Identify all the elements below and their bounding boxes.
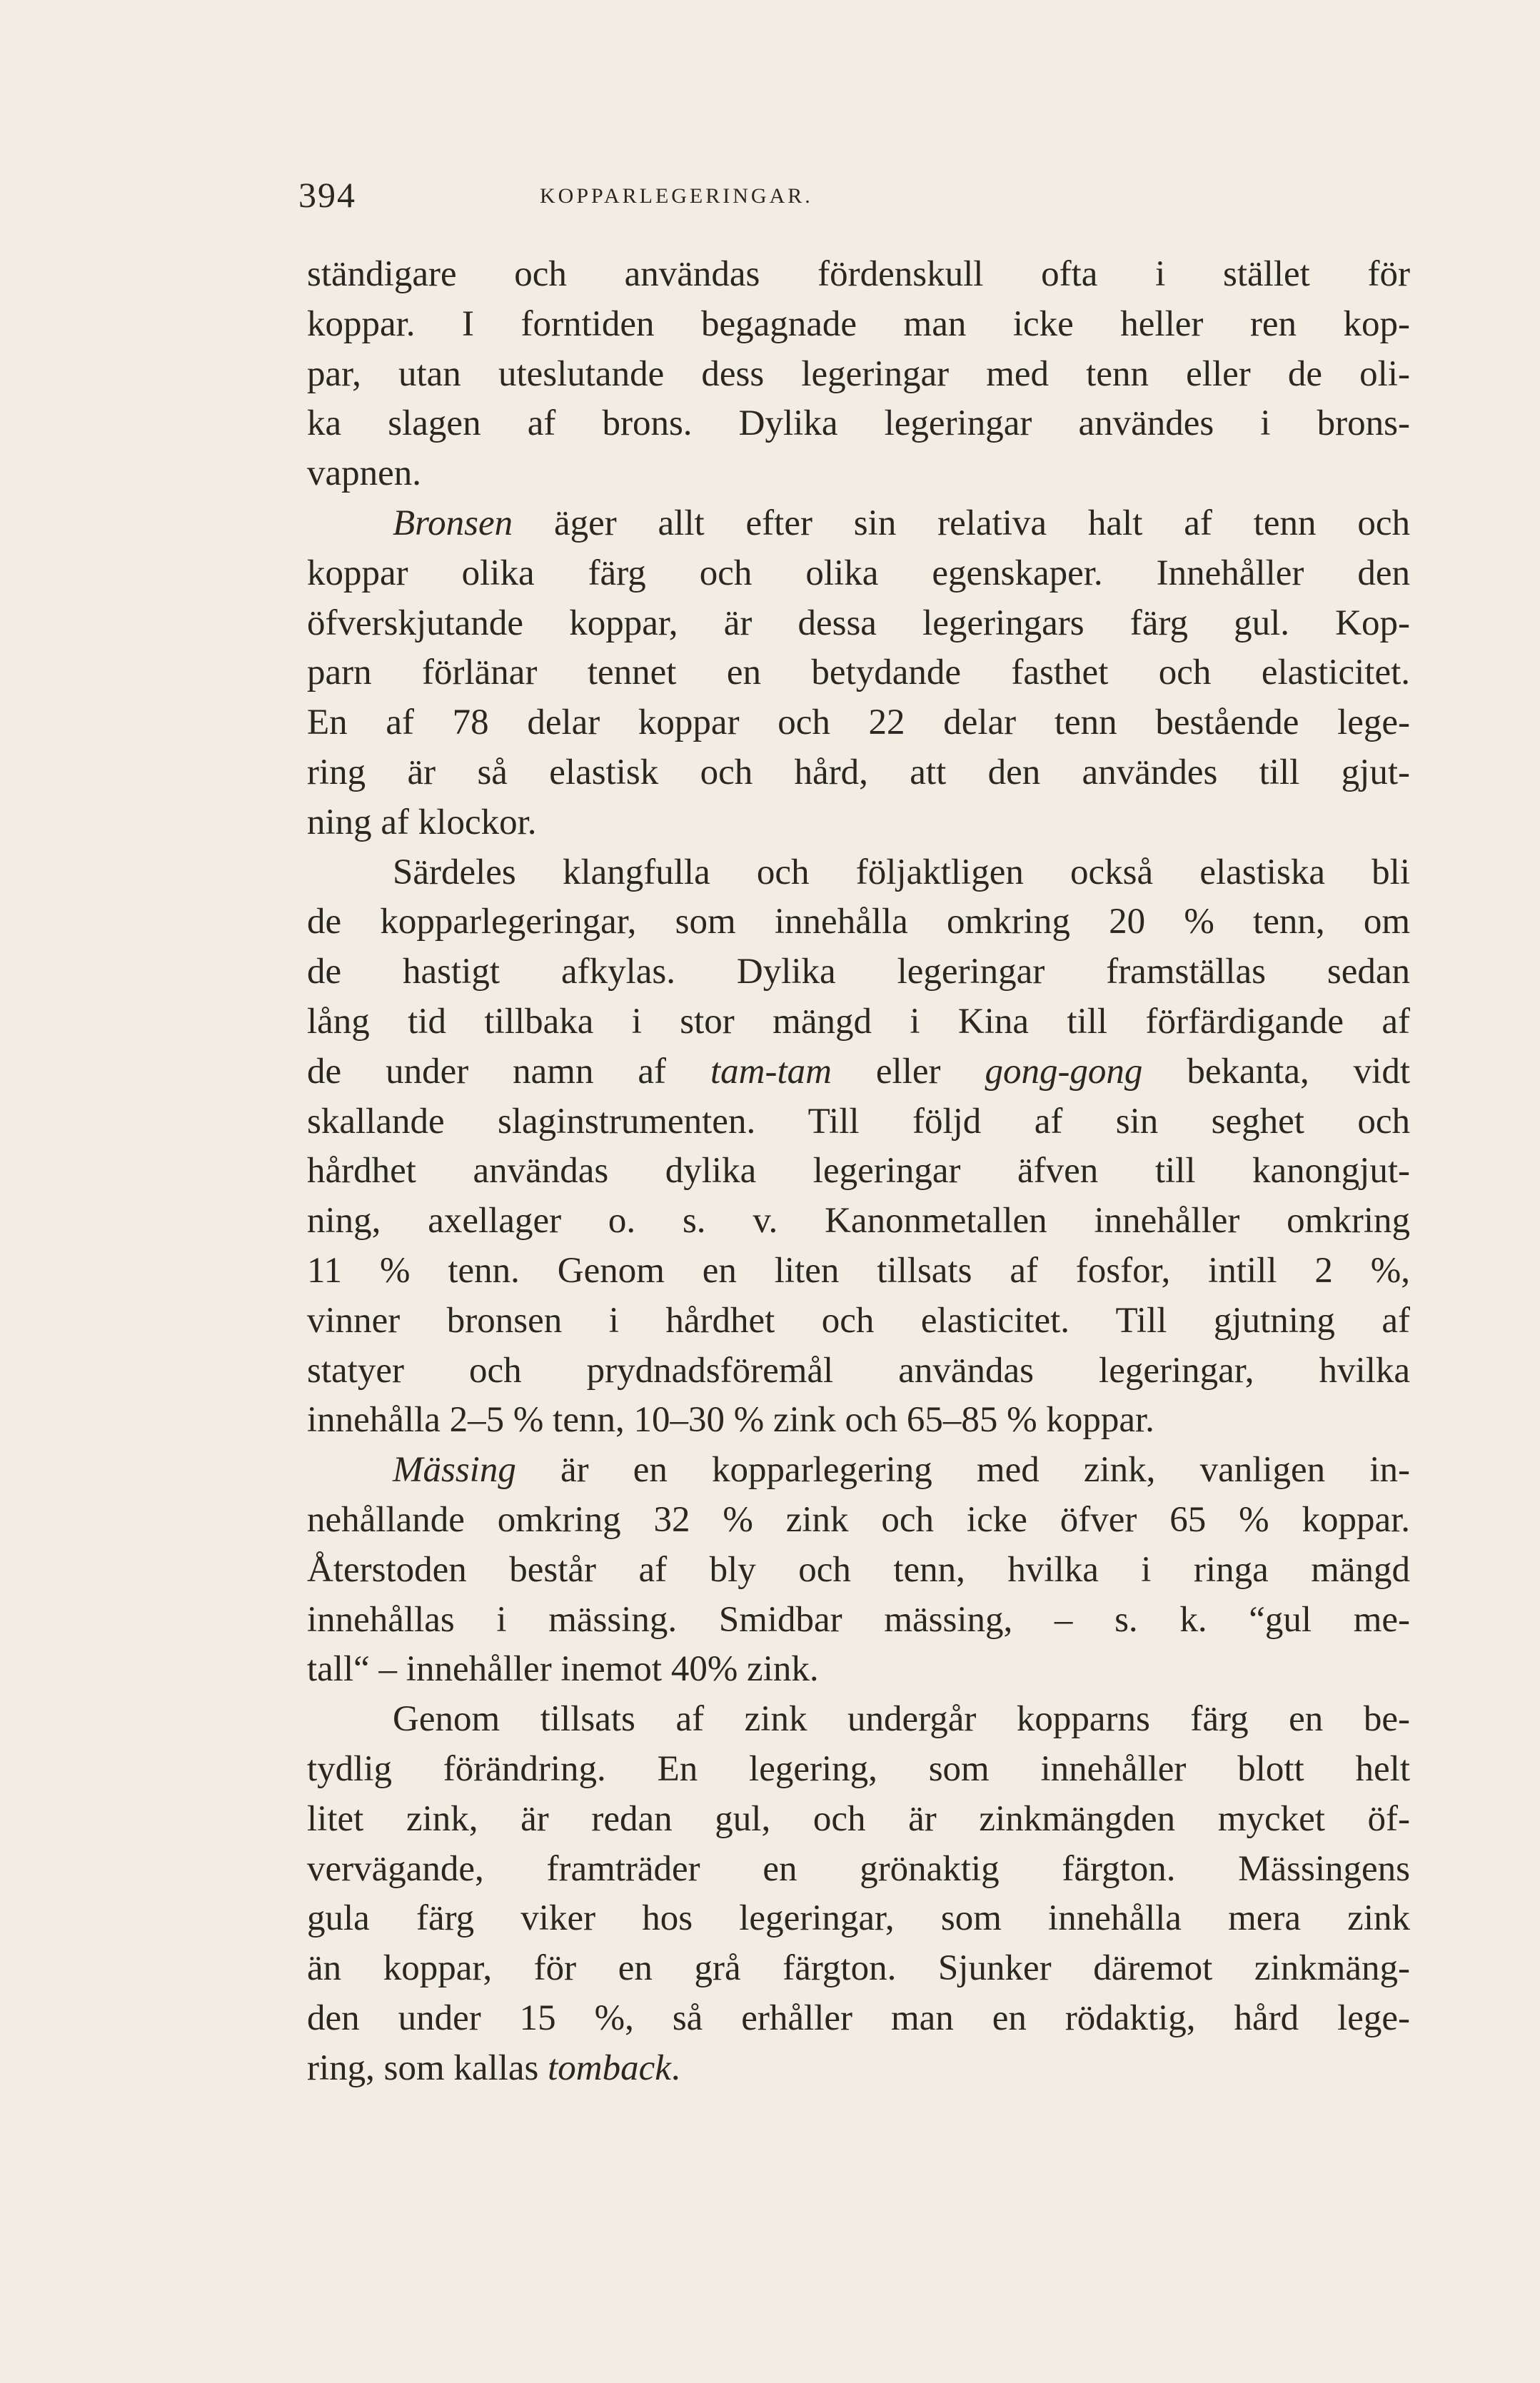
text-line: Särdeles klangfulla och följaktligen också elastiska bli bbox=[393, 852, 1410, 892]
text-line: ring är så elastisk och hård, att den användes till gjut- bbox=[307, 752, 1410, 792]
text-line: ring, som kallas tomback. bbox=[307, 2047, 680, 2088]
text-line: ka slagen af brons. Dylika legeringar användes i brons- bbox=[307, 403, 1410, 444]
text-line: de kopparlegeringar, som innehålla omkring 20 % tenn, om bbox=[307, 902, 1410, 942]
text-line: vapnen. bbox=[307, 453, 422, 494]
text-line: gula färg viker hos legeringar, som innehålla mera zink bbox=[307, 1898, 1410, 1939]
text-line: ning, axellager o. s. v. Kanonmetallen innehåller omkring bbox=[307, 1201, 1410, 1241]
text-line: den under 15 %, så erhåller man en rödaktig, hård lege- bbox=[307, 1997, 1410, 2038]
text-line: Återstoden består af bly och tenn, hvilka i ringa mängd bbox=[307, 1549, 1410, 1590]
page-header bbox=[298, 174, 1412, 224]
text-line: litet zink, är redan gul, och är zinkmängden mycket öf- bbox=[307, 1798, 1410, 1839]
italic-term: tam-tam bbox=[710, 1051, 832, 1092]
italic-term: tomback bbox=[548, 2047, 671, 2088]
text-line: En af 78 delar koppar och 22 delar tenn bestående lege- bbox=[307, 702, 1410, 743]
text-line: par, utan uteslutande dess legeringar med tenn eller de oli- bbox=[307, 353, 1410, 394]
text-line: hårdhet användas dylika legeringar äfven till kanongjut- bbox=[307, 1151, 1410, 1192]
text-line: Mässing är en kopparlegering med zink, vanligen in- bbox=[393, 1450, 1410, 1491]
text-line: vervägande, framträder en grönaktig färgton. Mässingens bbox=[307, 1848, 1410, 1889]
page-number: 394 bbox=[298, 175, 356, 215]
italic-term: Bronsen bbox=[393, 503, 513, 543]
italic-term: gong-gong bbox=[985, 1051, 1143, 1092]
running-head: KOPPARLEGERINGAR. bbox=[540, 184, 813, 208]
text-line: ständigare och användas fördenskull ofta i stället för bbox=[307, 254, 1410, 294]
text-line: vinner bronsen i hårdhet och elasticitet. Till gjutning af bbox=[307, 1300, 1410, 1341]
text-line: nehållande omkring 32 % zink och icke öfver 65 % koppar. bbox=[307, 1499, 1410, 1540]
text-line: ning af klockor. bbox=[307, 802, 537, 842]
body-text bbox=[307, 250, 1410, 2093]
text-line: Bronsen äger allt efter sin relativa halt af tenn och bbox=[393, 503, 1410, 543]
text-line: koppar olika färg och olika egenskaper. Innehåller den bbox=[307, 553, 1410, 593]
italic-term: Mässing bbox=[393, 1450, 516, 1491]
text-line: statyer och prydnadsföremål användas legeringar, hvilka bbox=[307, 1350, 1410, 1391]
text-line: Genom tillsats af zink undergår kopparns färg en be- bbox=[393, 1699, 1410, 1740]
text-line: lång tid tillbaka i stor mängd i Kina till förfärdigande af bbox=[307, 1001, 1410, 1042]
text-line: än koppar, för en grå färgton. Sjunker däremot zinkmäng- bbox=[307, 1948, 1410, 1989]
text-line: koppar. I forntiden begagnade man icke heller ren kop- bbox=[307, 303, 1410, 344]
text-line: öfverskjutande koppar, är dessa legeringars färg gul. Kop- bbox=[307, 603, 1410, 643]
text-line: de under namn af tam-tam eller gong-gong bekanta, vidt bbox=[307, 1051, 1410, 1092]
text-line: skallande slaginstrumenten. Till följd af sin seghet och bbox=[307, 1101, 1410, 1142]
text-line: 11 % tenn. Genom en liten tillsats af fosfor, intill 2 %, bbox=[307, 1250, 1410, 1291]
text-line: innehållas i mässing. Smidbar mässing, – s. k. “gul me- bbox=[307, 1599, 1410, 1640]
text-line: de hastigt afkylas. Dylika legeringar framställas sedan bbox=[307, 952, 1410, 992]
text-line: innehålla 2–5 % tenn, 10–30 % zink och 65–85 % koppar. bbox=[307, 1400, 1154, 1441]
text-line: tall“ – innehåller inemot 40% zink. bbox=[307, 1649, 819, 1690]
text-line: tydlig förändring. En legering, som innehåller blott helt bbox=[307, 1748, 1410, 1789]
text-line: parn förlänar tennet en betydande fasthet och elasticitet. bbox=[307, 653, 1410, 693]
